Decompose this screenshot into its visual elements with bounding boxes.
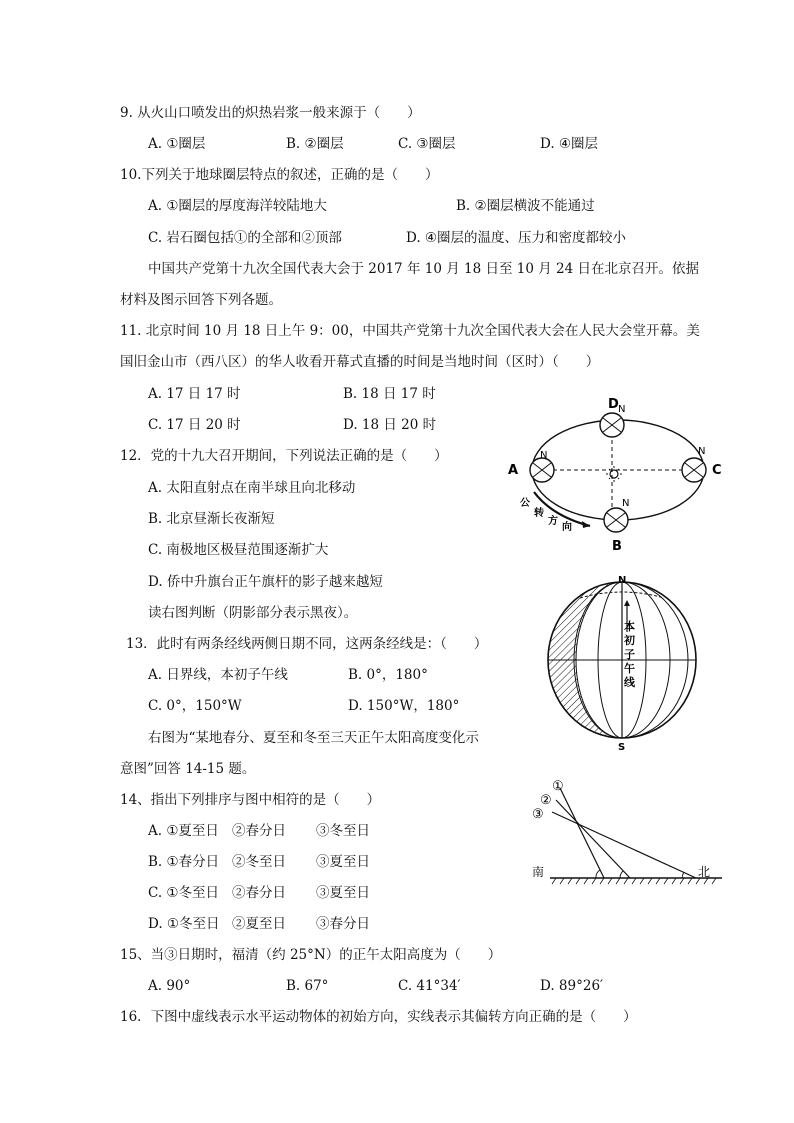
globe-day-night-diagram (540, 574, 704, 752)
ray-label-1: ① (552, 779, 564, 794)
q16-stem: 16．下图中虚线表示水平运动物体的初始方向，实线表示其偏转方向正确的是（ ） (120, 1009, 637, 1025)
q14-option-b-2: ②冬至日 (232, 854, 286, 870)
q9-option-c: C. ③圈层 (398, 136, 456, 152)
q15-option-a: A. 90° (148, 978, 191, 994)
intro-11-12-line1: 中国共产党第十九次全国代表大会于 2017 年 10 月 18 日至 10 月 24 日在北京召开。依据 (148, 261, 699, 277)
ray-label-3: ③ (532, 807, 544, 822)
north-label-d: N (618, 404, 626, 415)
north-label-a: N (540, 450, 548, 461)
q11-stem-line2: 国旧金山市（西八区）的华人收看开幕式直播的时间是当地时间（区时）（ ） (120, 354, 600, 370)
q14-option-b-3: ③夏至日 (316, 854, 370, 870)
orbit-label-c: C (712, 463, 722, 478)
q14-option-a-1: A. ①夏至日 (148, 823, 219, 839)
q14-option-b-1: B. ①春分日 (148, 854, 220, 870)
q14-stem: 14、指出下列排序与图中相符的是（ ） (120, 792, 381, 808)
q14-option-c-1: C. ①冬至日 (148, 885, 220, 901)
q14-option-c-3: ③夏至日 (316, 885, 370, 901)
q12-option-c: C. 南极地区极昼范围逐渐扩大 (148, 542, 329, 558)
q14-option-a-2: ②春分日 (232, 823, 286, 839)
q13-option-d: D. 150°W，180° (348, 698, 460, 714)
meridian-char-4: 午 (624, 662, 635, 675)
earth-position-a (530, 458, 554, 482)
q12-option-b: B. 北京昼渐长夜渐短 (148, 511, 275, 527)
ray-label-2: ② (540, 793, 552, 808)
revolution-char-1: 公 (520, 498, 530, 509)
earth-position-c (682, 458, 706, 482)
q12-option-d: D. 侨中升旗台正午旗杆的影子越来越短 (148, 574, 383, 590)
sun-icon (606, 466, 622, 482)
q14-option-d-2: ②夏至日 (232, 916, 286, 932)
orbit-label-a: A (508, 463, 519, 478)
q10-option-d: D. ④圈层的温度、压力和密度都较小 (406, 230, 627, 246)
north-label-c: N (698, 446, 706, 457)
meridian-char-1: 本 (624, 620, 635, 633)
earth-position-d (600, 413, 624, 437)
q10-option-a: A. ①圈层的厚度海洋较陆地大 (148, 198, 327, 214)
q15-option-b: B. 67° (286, 978, 329, 994)
q15-option-d: D. 89°26′ (540, 978, 604, 994)
intro-14-15-line2: 意图”回答 14-15 题。 (120, 761, 256, 777)
q14-option-d-1: D. ①冬至日 (148, 916, 220, 932)
north-label-b: N (622, 498, 630, 509)
earth-orbit-diagram (504, 388, 736, 556)
q11-option-b: B. 18 日 17 时 (343, 386, 436, 402)
meridian-char-3: 子 (624, 648, 635, 661)
q9-stem: 9. 从火山口喷发出的炽热岩浆一般来源于（ ） (120, 105, 421, 121)
q13-stem: 13．此时有两条经线两侧日期不同，这两条经线是：（ ） (126, 636, 488, 652)
ray-2 (556, 800, 630, 878)
q9-option-d: D. ④圈层 (540, 136, 599, 152)
revolution-char-4: 向 (562, 522, 572, 533)
q11-option-a: A. 17 日 17 时 (148, 386, 241, 402)
q13-option-c: C. 0°，150°W (148, 698, 242, 714)
q9-option-b: B. ②圈层 (286, 136, 344, 152)
meridian-char-5: 线 (624, 676, 635, 689)
q13-option-b: B. 0°，180° (348, 667, 428, 683)
q10-option-b: B. ②圈层横波不能通过 (456, 198, 595, 214)
q9-option-a: A. ①圈层 (148, 136, 206, 152)
intro-13: 读右图判断（阴影部分表示黑夜）。 (148, 605, 358, 621)
earth-position-b (604, 508, 628, 532)
q15-option-c: C. 41°34′ (398, 978, 461, 994)
q14-option-a-3: ③冬至日 (316, 823, 370, 839)
label-north: 北 (698, 865, 711, 879)
intro-11-12-line2: 材料及图示回答下列各题。 (120, 292, 282, 308)
q14-option-c-2: ②春分日 (232, 885, 286, 901)
q14-option-d-3: ③春分日 (316, 916, 370, 932)
q11-stem-line1: 11. 北京时间 10 月 18 日上午 9：00，中国共产党第十九次全国代表大会在人民大会堂开幕。美 (120, 323, 700, 339)
noon-sun-altitude-diagram (526, 776, 726, 888)
q10-stem: 10.下列关于地球圈层特点的叙述，正确的是（ ） (120, 167, 439, 183)
revolution-char-3: 方 (548, 516, 558, 527)
meridian-char-2: 初 (624, 634, 635, 647)
intro-14-15-line1: 右图为“某地春分、夏至和冬至三天正午太阳高度变化示 (148, 730, 479, 746)
globe-label-s: S (618, 742, 626, 752)
orbit-label-d: D (608, 397, 619, 412)
q11-option-c: C. 17 日 20 时 (148, 417, 241, 433)
q15-stem: 15、当③日期时，福清（约 25°N）的正午太阳高度为（ ） (120, 947, 502, 963)
globe-label-n: N (618, 575, 627, 586)
orbit-label-b: B (612, 539, 622, 554)
q10-option-c: C. 岩石圈包括①的全部和②顶部 (148, 230, 342, 246)
q13-option-a: A. 日界线，本初子午线 (148, 667, 288, 683)
revolution-char-2: 转 (534, 508, 544, 519)
q11-option-d: D. 18 日 20 时 (343, 417, 437, 433)
q12-stem: 12．党的十九大召开期间，下列说法正确的是（ ） (120, 448, 448, 464)
label-south: 南 (532, 865, 545, 879)
q12-option-a: A. 太阳直射点在南半球且向北移动 (148, 480, 356, 496)
ray-3 (552, 812, 696, 878)
